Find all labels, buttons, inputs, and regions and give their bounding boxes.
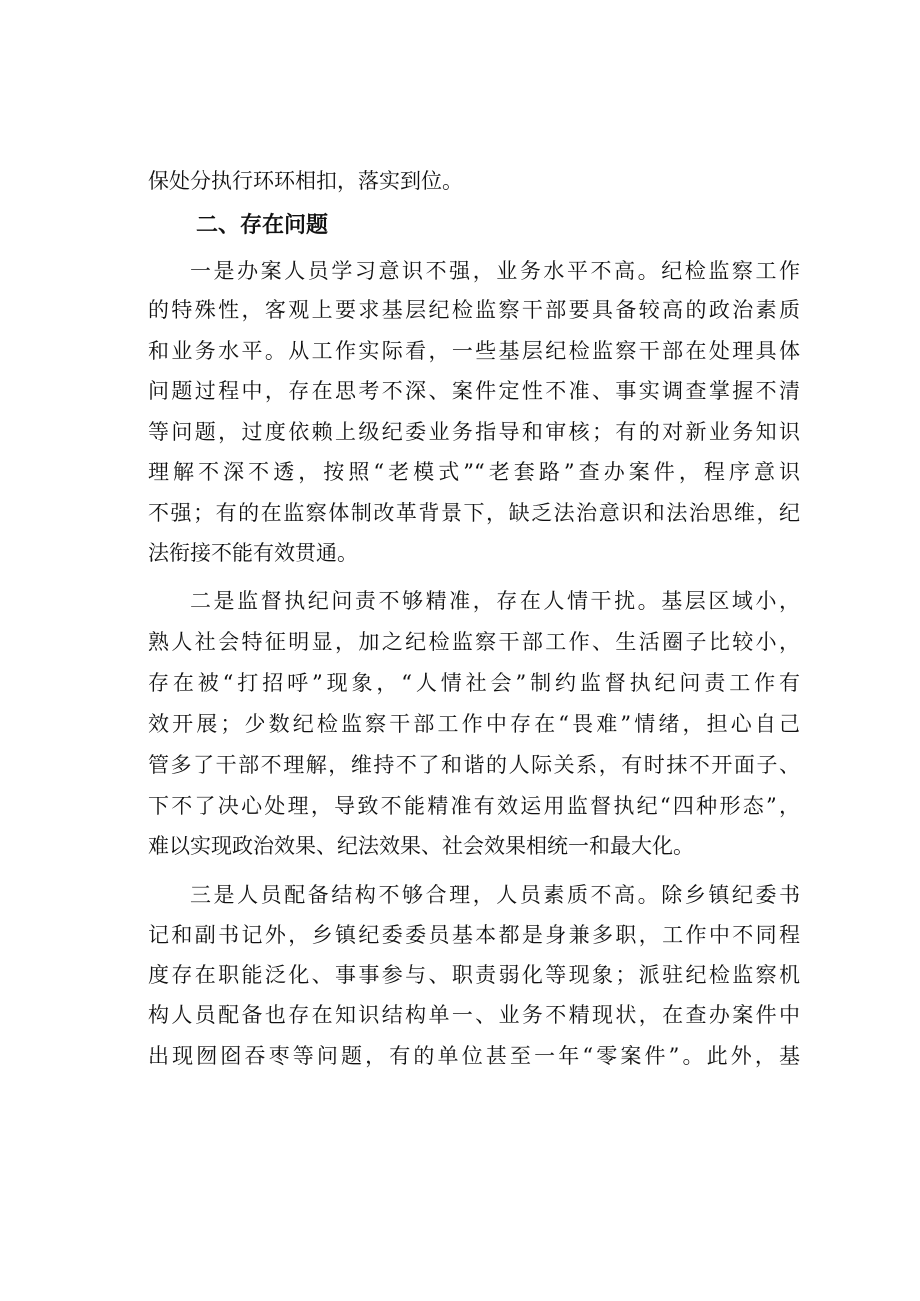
paragraph-1-line-6: 理解不深不透，按照“老模式”“老套路”查办案件，程序意识 bbox=[148, 460, 800, 484]
paragraph-3-line-2: 记和副书记外，乡镇纪委委员基本都是身兼多职，工作中不同程 bbox=[148, 923, 800, 947]
paragraph-2-line-1: 二是监督执纪问责不够精准，存在人情干扰。基层区域小， bbox=[190, 589, 800, 613]
paragraph-1-line-4: 问题过程中，存在思考不深、案件定性不准、事实调查掌握不清 bbox=[148, 379, 800, 403]
paragraph-2-line-4: 效开展；少数纪检监察干部工作中存在“畏难”情绪，担心自己 bbox=[148, 712, 800, 736]
paragraph-1-line-2: 的特殊性，客观上要求基层纪检监察干部要具备较高的政治素质 bbox=[148, 298, 800, 322]
section-heading: 二、存在问题 bbox=[196, 213, 329, 238]
paragraph-1-line-8: 法衔接不能有效贯通。 bbox=[148, 541, 358, 565]
paragraph-2-line-3: 存在被“打招呼”现象，“人情社会”制约监督执纪问责工作有 bbox=[148, 671, 800, 695]
paragraph-3-line-1: 三是人员配备结构不够合理，人员素质不高。除乡镇纪委书 bbox=[190, 883, 800, 907]
paragraph-3-line-4: 构人员配备也存在知识结构单一、业务不精现状，在查办案件中 bbox=[148, 1003, 800, 1027]
paragraph-1-line-1: 一是办案人员学习意识不强，业务水平不高。纪检监察工作 bbox=[190, 259, 800, 283]
paragraph-2-line-5: 管多了干部不理解，维持不了和谐的人际关系，有时抹不开面子、 bbox=[148, 753, 800, 777]
paragraph-1-line-3: 和业务水平。从工作实际看，一些基层纪检监察干部在处理具体 bbox=[148, 339, 800, 363]
paragraph-2-line-6: 下不了决心处理，导致不能精准有效运用监督执纪“四种形态”， bbox=[148, 794, 800, 818]
paragraph-2-line-2: 熟人社会特征明显，加之纪检监察干部工作、生活圈子比较小， bbox=[148, 630, 800, 654]
paragraph-2-line-7: 难以实现政治效果、纪法效果、社会效果相统一和最大化。 bbox=[148, 834, 694, 858]
paragraph-continuation-line: 保处分执行环环相扣，落实到位。 bbox=[148, 169, 463, 193]
paragraph-3-line-5: 出现囫囵吞枣等问题，有的单位甚至一年“零案件”。此外，基 bbox=[148, 1044, 800, 1068]
paragraph-3-line-3: 度存在职能泛化、事事参与、职责弱化等现象；派驻纪检监察机 bbox=[148, 963, 800, 987]
paragraph-1-line-5: 等问题，过度依赖上级纪委业务指导和审核；有的对新业务知识 bbox=[148, 420, 800, 444]
paragraph-1-line-7: 不强；有的在监察体制改革背景下，缺乏法治意识和法治思维，纪 bbox=[148, 501, 800, 525]
